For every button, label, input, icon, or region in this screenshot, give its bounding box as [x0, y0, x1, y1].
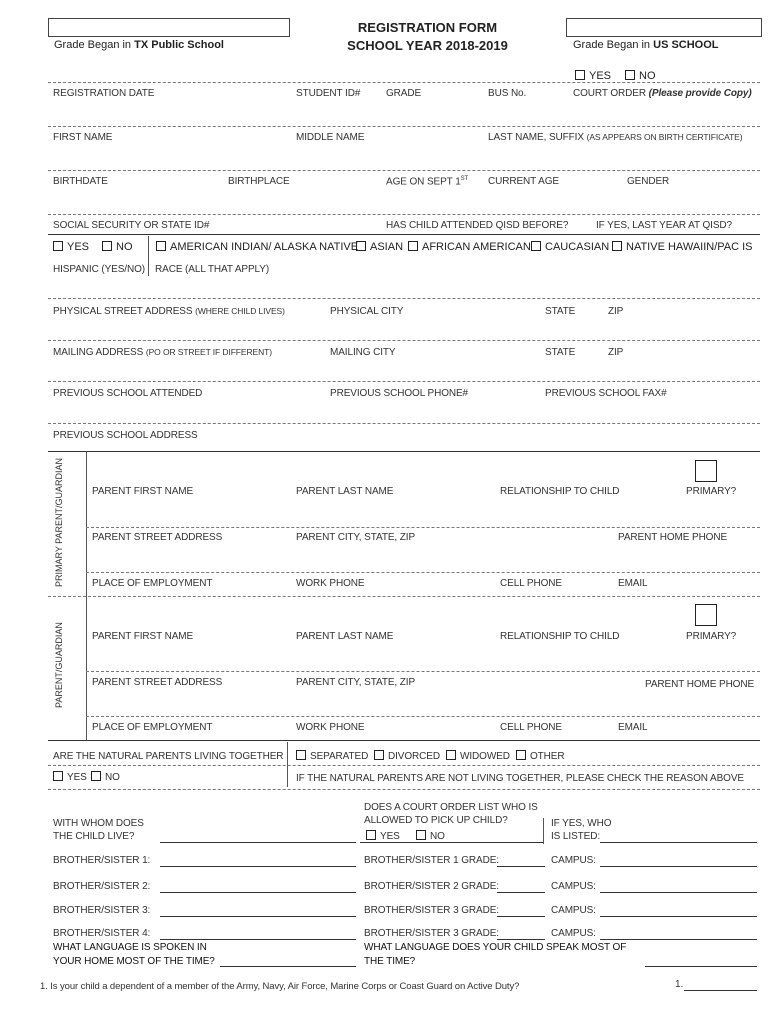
row-separator: [86, 671, 760, 672]
court-pickup-yes-checkbox[interactable]: [366, 830, 376, 840]
separated-checkbox[interactable]: [296, 750, 306, 760]
state-label: STATE: [545, 347, 576, 358]
home-language-line2: YOUR HOME MOST OF THE TIME?: [53, 956, 215, 967]
sibling3-label: BROTHER/SISTER 3:: [53, 905, 151, 916]
age-on-sept-sup: ST: [460, 176, 469, 182]
sibling1-grade-input[interactable]: [497, 866, 545, 867]
row-separator: [48, 765, 760, 766]
tx-grade-prefix: Grade Began in: [54, 39, 135, 51]
registration-date-label: REGISTRATION DATE: [53, 88, 155, 99]
state-label: STATE: [545, 306, 576, 317]
parent1-first-name-label: PARENT FIRST NAME: [92, 486, 194, 497]
parent1-email-label: EMAIL: [618, 578, 648, 589]
military-dependent-answer-input[interactable]: [684, 990, 757, 991]
court-pickup-divider: [543, 818, 544, 844]
school-year-title: SCHOOL YEAR 2018-2019: [347, 38, 508, 53]
sibling2-grade-input[interactable]: [497, 892, 545, 893]
row-separator: [86, 527, 760, 528]
tx-grade-label: [54, 39, 224, 51]
age-on-sept-text: AGE ON SEPT 1: [386, 176, 461, 188]
hispanic-no-label: NO: [116, 241, 133, 253]
widowed-checkbox[interactable]: [446, 750, 456, 760]
current-age-label: CURRENT AGE: [488, 176, 559, 187]
court-pickup-separator: [360, 842, 543, 843]
court-pickup-line1: DOES A COURT ORDER LIST WHO IS: [364, 802, 538, 813]
parent2-primary-label: PRIMARY?: [686, 631, 737, 642]
attended-qisd-label: HAS CHILD ATTENDED QISD BEFORE?: [386, 220, 569, 231]
natural-parents-no-label: NO: [105, 772, 120, 783]
natural-parents-yes-checkbox[interactable]: [53, 771, 63, 781]
sibling2-campus-label: CAMPUS:: [551, 881, 596, 892]
race-caucasian-checkbox[interactable]: [531, 241, 541, 251]
sibling2-name-input[interactable]: [160, 892, 356, 893]
primary-parent-section-label: PRIMARY PARENT/GUARDIAN: [54, 457, 64, 587]
race-asian-option[interactable]: [356, 241, 403, 253]
last-name-note: (AS APPEARS ON BIRTH CERTIFICATE): [586, 132, 743, 142]
parent2-first-name-label: PARENT FIRST NAME: [92, 631, 194, 642]
court-pickup-no-option[interactable]: [416, 830, 445, 842]
gender-label: GENDER: [627, 176, 670, 187]
sibling4-grade-input[interactable]: [497, 939, 545, 940]
primary-parent-primary-checkbox[interactable]: [695, 460, 717, 482]
court-order-text: COURT ORDER: [573, 88, 649, 99]
sibling4-campus-label: CAMPUS:: [551, 928, 596, 939]
widowed-label: WIDOWED: [460, 751, 510, 762]
row-separator: [48, 234, 760, 235]
natural-parents-no-option[interactable]: [91, 771, 120, 783]
previous-school-address-label: PREVIOUS SCHOOL ADDRESS: [53, 430, 198, 441]
natural-parents-question: ARE THE NATURAL PARENTS LIVING TOGETHER: [53, 751, 284, 762]
first-name-label: FIRST NAME: [53, 132, 113, 143]
race-native-hawaiian-checkbox[interactable]: [612, 241, 622, 251]
hispanic-label: HISPANIC (YES/NO): [53, 264, 146, 275]
if-yes-who-input-line[interactable]: [600, 842, 757, 843]
divorced-option[interactable]: [374, 750, 440, 762]
last-name-label: [488, 132, 742, 143]
sibling2-label: BROTHER/SISTER 2:: [53, 881, 151, 892]
hispanic-yes-label: YES: [67, 241, 90, 253]
race-american-indian-option[interactable]: [156, 241, 358, 253]
court-order-no-label: NO: [639, 70, 656, 82]
previous-school-label: PREVIOUS SCHOOL ATTENDED: [53, 388, 203, 399]
sibling1-name-input[interactable]: [160, 866, 356, 867]
court-order-no-option[interactable]: [625, 70, 656, 82]
physical-street-label: [53, 306, 285, 317]
row-separator: [48, 298, 760, 299]
parent1-work-phone-label: WORK PHONE: [296, 578, 365, 589]
sibling4-campus-input[interactable]: [600, 939, 757, 940]
race-label: RACE (ALL THAT APPLY): [155, 264, 270, 275]
parent-guardian-section-label: PARENT/GUARDIAN: [54, 622, 64, 708]
military-dependent-question: 1. Is your child a dependent of a member of the Army, Navy, Air Force, Marine Corps or Coast Guard on Active Duty?: [40, 981, 520, 992]
age-on-sept-label: [386, 176, 468, 187]
sibling1-label: BROTHER/SISTER 1:: [53, 855, 151, 866]
parent1-relationship-label: RELATIONSHIP TO CHILD: [500, 486, 620, 497]
previous-school-fax-label: PREVIOUS SCHOOL FAX#: [545, 388, 667, 399]
mailing-city-label: MAILING CITY: [330, 347, 396, 358]
parent2-primary-checkbox[interactable]: [695, 604, 717, 626]
sibling1-grade-label: BROTHER/SISTER 1 GRADE:: [364, 855, 499, 866]
with-whom-line1: WITH WHOM DOES: [53, 818, 144, 829]
child-language-line2: THE TIME?: [364, 956, 416, 967]
home-language-input[interactable]: [220, 966, 356, 967]
parent1-street-label: PARENT STREET ADDRESS: [92, 532, 223, 543]
sibling3-campus-input[interactable]: [600, 916, 757, 917]
sibling2-campus-input[interactable]: [600, 892, 757, 893]
parent1-last-name-label: PARENT LAST NAME: [296, 486, 394, 497]
parent1-primary-label: PRIMARY?: [686, 486, 737, 497]
race-caucasian-option[interactable]: [531, 241, 609, 253]
court-order-note: (Please provide Copy): [648, 88, 752, 99]
divorced-label: DIVORCED: [388, 751, 440, 762]
child-language-input[interactable]: [645, 966, 757, 967]
race-african-american-checkbox[interactable]: [408, 241, 418, 251]
race-american-indian-label: AMERICAN INDIAN/ ALASKA NATIVE: [170, 241, 359, 253]
row-separator: [86, 572, 760, 573]
other-option[interactable]: [516, 750, 565, 762]
race-caucasian-label: CAUCASIAN: [545, 241, 610, 253]
sibling3-grade-label: BROTHER/SISTER 3 GRADE:: [364, 905, 499, 916]
military-dependent-answer-label: 1.: [675, 979, 684, 990]
parent2-relationship-label: RELATIONSHIP TO CHILD: [500, 631, 620, 642]
race-african-american-option[interactable]: [408, 241, 531, 253]
parent2-street-label: PARENT STREET ADDRESS: [92, 677, 223, 688]
last-year-qisd-label: IF YES, LAST YEAR AT QISD?: [596, 220, 732, 231]
section-separator: [48, 740, 760, 741]
sibling3-name-input[interactable]: [160, 916, 356, 917]
parent2-work-phone-label: WORK PHONE: [296, 722, 365, 733]
court-order-yes-checkbox[interactable]: [575, 70, 585, 80]
physical-street-text: PHYSICAL STREET ADDRESS: [53, 306, 196, 317]
sibling4-name-input[interactable]: [160, 939, 356, 940]
ssn-label: SOCIAL SECURITY OR STATE ID#: [53, 220, 210, 231]
ethnicity-divider: [148, 236, 149, 276]
race-asian-label: ASIAN: [370, 241, 404, 253]
us-grade-label: [573, 39, 719, 51]
student-id-label: STUDENT ID#: [296, 88, 361, 99]
parent1-city-state-zip-label: PARENT CITY, STATE, ZIP: [296, 532, 416, 543]
hispanic-no-checkbox[interactable]: [102, 241, 112, 251]
form-title: REGISTRATION FORM: [357, 20, 498, 35]
if-yes-who-line2: IS LISTED:: [551, 831, 601, 842]
previous-school-phone-label: PREVIOUS SCHOOL PHONE#: [330, 388, 469, 399]
race-african-american-label: AFRICAN AMERICAN: [422, 241, 531, 253]
sibling4-label: BROTHER/SISTER 4:: [53, 928, 151, 939]
sibling1-campus-label: CAMPUS:: [551, 855, 596, 866]
widowed-option[interactable]: [446, 750, 510, 762]
parent1-home-phone-label: PARENT HOME PHONE: [618, 532, 728, 543]
if-yes-who-line1: IF YES, WHO: [551, 818, 612, 829]
race-american-indian-checkbox[interactable]: [156, 241, 166, 251]
physical-street-note: (WHERE CHILD LIVES): [195, 306, 285, 316]
natural-parents-note: IF THE NATURAL PARENTS ARE NOT LIVING TOGETHER, PLEASE CHECK THE REASON ABOVE: [296, 773, 744, 784]
natural-parents-yes-label: YES: [67, 772, 87, 783]
parent2-cell-phone-label: CELL PHONE: [500, 722, 562, 733]
section-separator: [48, 451, 760, 452]
row-separator: [48, 214, 760, 215]
row-separator: [48, 82, 760, 83]
birthplace-label: BIRTHPLACE: [228, 176, 290, 187]
court-pickup-yes-option[interactable]: [366, 830, 400, 842]
parent1-employment-label: PLACE OF EMPLOYMENT: [92, 578, 213, 589]
court-order-label: [573, 88, 752, 99]
home-language-line1: WHAT LANGUAGE IS SPOKEN IN: [53, 942, 207, 953]
child-language-line1: WHAT LANGUAGE DOES YOUR CHILD SPEAK MOST OF: [364, 942, 627, 953]
zip-label: ZIP: [608, 306, 624, 317]
court-pickup-no-label: NO: [430, 831, 445, 842]
parent2-last-name-label: PARENT LAST NAME: [296, 631, 394, 642]
other-label: OTHER: [530, 751, 565, 762]
court-order-yes-option[interactable]: [575, 70, 611, 82]
tx-grade-input-box[interactable]: [48, 18, 290, 37]
row-separator: [48, 126, 760, 127]
middle-name-label: MIDDLE NAME: [296, 132, 365, 143]
row-separator: [48, 423, 760, 424]
race-asian-checkbox[interactable]: [356, 241, 366, 251]
with-whom-input-line[interactable]: [160, 842, 356, 843]
sibling2-grade-label: BROTHER/SISTER 2 GRADE:: [364, 881, 499, 892]
mailing-address-note: (PO OR STREET IF DIFFERENT): [145, 347, 272, 357]
last-name-text: LAST NAME, SUFFIX: [488, 132, 587, 143]
parent1-cell-phone-label: CELL PHONE: [500, 578, 562, 589]
us-grade-prefix: Grade Began in: [573, 39, 654, 51]
other-checkbox[interactable]: [516, 750, 526, 760]
parent2-email-label: EMAIL: [618, 722, 648, 733]
mailing-address-label: [53, 347, 272, 358]
mailing-address-text: MAILING ADDRESS: [53, 347, 146, 358]
birthdate-label: BIRTHDATE: [53, 176, 108, 187]
court-order-yes-label: YES: [589, 70, 612, 82]
zip-label: ZIP: [608, 347, 624, 358]
parent2-home-phone-label: PARENT HOME PHONE: [645, 679, 755, 690]
us-grade-bold: US SCHOOL: [653, 39, 719, 51]
tx-grade-bold: TX Public School: [134, 39, 224, 51]
sibling4-grade-label: BROTHER/SISTER 3 GRADE:: [364, 928, 499, 939]
bus-no-label: BUS No.: [488, 88, 527, 99]
divorced-checkbox[interactable]: [374, 750, 384, 760]
court-pickup-line2: ALLOWED TO PICK UP CHILD?: [364, 815, 508, 826]
hispanic-no-option[interactable]: [102, 241, 133, 253]
natural-parents-yes-option[interactable]: [53, 771, 87, 783]
row-separator: [86, 716, 760, 717]
sibling1-campus-input[interactable]: [600, 866, 757, 867]
row-separator: [48, 381, 760, 382]
sibling3-grade-input[interactable]: [497, 916, 545, 917]
court-pickup-yes-label: YES: [380, 831, 400, 842]
row-separator: [48, 789, 760, 790]
separated-label: SEPARATED: [310, 751, 369, 762]
row-separator: [48, 170, 760, 171]
parent2-city-state-zip-label: PARENT CITY, STATE, ZIP: [296, 677, 416, 688]
natural-parents-no-checkbox[interactable]: [91, 771, 101, 781]
sibling3-campus-label: CAMPUS:: [551, 905, 596, 916]
with-whom-line2: THE CHILD LIVE?: [53, 831, 135, 842]
grade-label: GRADE: [386, 88, 422, 99]
hispanic-yes-checkbox[interactable]: [53, 241, 63, 251]
race-native-hawaiian-label: NATIVE HAWAIIN/PAC IS: [626, 241, 753, 253]
court-pickup-no-checkbox[interactable]: [416, 830, 426, 840]
section-separator: [48, 596, 760, 597]
row-separator: [48, 340, 760, 341]
physical-city-label: PHYSICAL CITY: [330, 306, 404, 317]
race-native-hawaiian-option[interactable]: [612, 241, 753, 253]
us-grade-input-box[interactable]: [566, 18, 762, 37]
separated-option[interactable]: [296, 750, 368, 762]
parent2-employment-label: PLACE OF EMPLOYMENT: [92, 722, 213, 733]
court-order-no-checkbox[interactable]: [625, 70, 635, 80]
hispanic-yes-option[interactable]: [53, 241, 89, 253]
